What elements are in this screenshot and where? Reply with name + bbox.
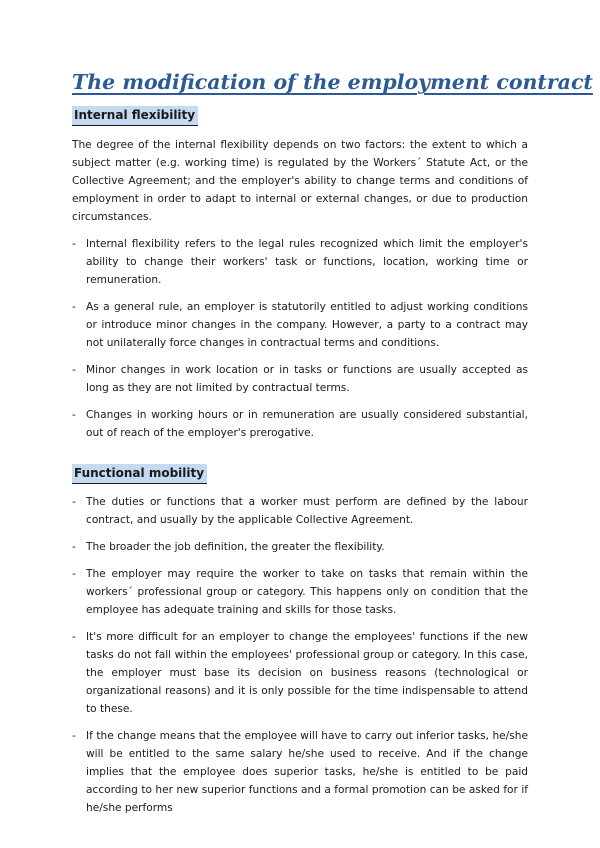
- list-item: - The broader the job definition, the greater the flexibility.: [72, 538, 528, 556]
- internal-flexibility-list: [72, 235, 528, 442]
- list-item: - Minor changes in work location or in tasks or functions are usually accepted as long as they are not limited by contractual terms.: [72, 361, 528, 397]
- list-item: - If the change means that the employee will have to carry out inferior tasks, he/she will be entitled to the same salary he/she used to receive. And if the change implies that the employee does superior tasks, he/she is entitled to be paid according to her new superior functions and a formal promotion can be asked for if he/she performs: [72, 727, 528, 817]
- list-item: - As a general rule, an employer is statutorily entitled to adjust working conditions or introduce minor changes in the company. However, a party to a contract may not unilaterally force changes in contractual terms and conditions.: [72, 298, 528, 352]
- list-item: - Internal flexibility refers to the legal rules recognized which limit the employer's ability to change their workers' task or functions, location, working time or remuneration.: [72, 235, 528, 289]
- intro-paragraph: The degree of the internal flexibility depends on two factors: the extent to which a subject matter (e.g. working time) is regulated by the Workers´ Statute Act, or the Collective Agreement; and the employer's ability to change terms and conditions of employment in order to adapt to internal or external changes, or due to production circumstances.: [72, 139, 528, 223]
- functional-mobility-list: [72, 493, 528, 817]
- list-item: - Changes in working hours or in remuneration are usually considered substantial, out of reach of the employer's prerogative.: [72, 406, 528, 442]
- list-item: - The employer may require the worker to take on tasks that remain within the workers´ professional group or category. This happens only on condition that the employee has adequate training and skills for those tasks.: [72, 565, 528, 619]
- list-item: - The duties or functions that a worker must perform are defined by the labour contract, and usually by the applicable Collective Agreement.: [72, 493, 528, 529]
- section-heading-internal-flexibility: Internal flexibility: [72, 106, 198, 126]
- section-heading-functional-mobility: Functional mobility: [72, 464, 207, 484]
- list-item: - It's more difficult for an employer to change the employees' functions if the new tasks do not fall within the employees' professional group or category. In this case, the employer must base its decision on business reasons (technological or organizational reasons) and it is only possible for the time indispensable to attend to these.: [72, 628, 528, 718]
- page-title: The modification of the employment contract: [72, 70, 593, 94]
